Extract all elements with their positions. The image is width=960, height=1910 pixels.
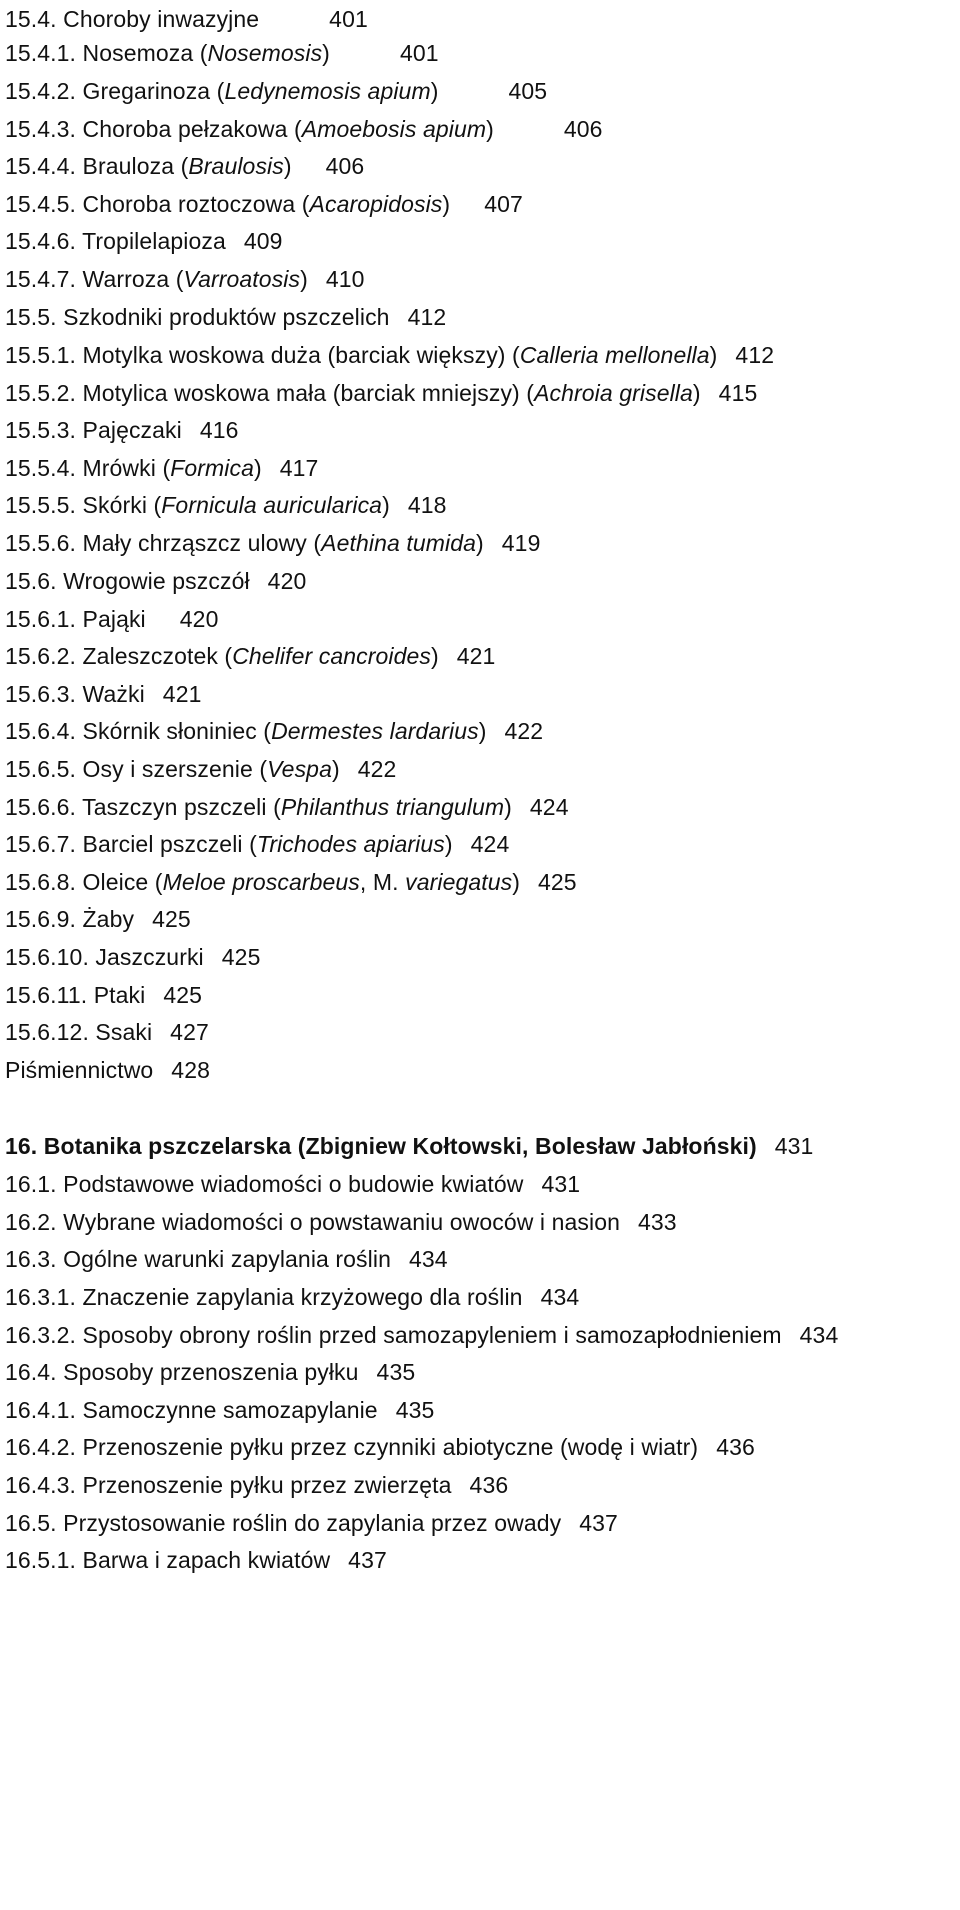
toc-entry-title: 15.6.4. Skórnik słoniniec ( <box>5 718 272 744</box>
toc-entry-title: ) <box>478 718 487 744</box>
toc-entry-title: 16.3. Ogólne warunki zapylania roślin <box>5 1246 391 1272</box>
toc-entry-title: 16.3.2. Sposoby obrony roślin przed samozapyleniem i samozapłodnieniem <box>5 1322 782 1348</box>
toc-entry-page-number: 418 <box>407 492 447 518</box>
toc-entry-page-number: 434 <box>408 1246 448 1272</box>
toc-entry-page-number: 416 <box>199 417 239 443</box>
toc-entry-title: 15.6.10. Jaszczurki <box>5 944 204 970</box>
toc-entry-title: ) <box>300 266 308 292</box>
toc-entry-title: 16.4.3. Przenoszenie pyłku przez zwierzęta <box>5 1472 452 1498</box>
toc-entry <box>5 529 540 557</box>
toc-entry-page-number: 437 <box>348 1547 387 1573</box>
toc-entry <box>5 680 201 708</box>
toc-entry-latin-name: Aethina tumida <box>321 530 477 556</box>
toc-entry-page-number: 410 <box>325 266 365 292</box>
toc-entry-title: , M. <box>359 869 406 895</box>
toc-entry <box>5 1509 618 1537</box>
toc-entry-page-number: 434 <box>799 1322 839 1348</box>
toc-entry-page-number: 422 <box>357 756 397 782</box>
toc-entry <box>5 830 509 858</box>
toc-entry-title: ) <box>430 78 439 104</box>
toc-entry <box>5 1245 448 1273</box>
toc-entry-page-number: 431 <box>541 1171 581 1197</box>
toc-entry-title: 16.4.2. Przenoszenie pyłku przez czynniki abiotyczne (wodę i wiatr) <box>5 1434 699 1460</box>
toc-entry-page-number: 421 <box>162 681 202 707</box>
toc-entry-page-number: 420 <box>267 568 307 594</box>
toc-entry-title: 15.5.3. Pajęczaki <box>5 417 182 443</box>
toc-entry <box>5 416 239 444</box>
toc-entry <box>5 152 364 180</box>
toc-entry <box>5 567 306 595</box>
toc-entry-page-number: 435 <box>395 1397 435 1423</box>
toc-entry-title: 16. Botanika pszczelarska (Zbigniew Kołtowski, Bolesław Jabłoński) <box>5 1133 757 1159</box>
toc-entry-page-number: 437 <box>579 1510 618 1536</box>
toc-entry-page-number: 431 <box>774 1133 814 1159</box>
toc-entry <box>5 190 523 218</box>
toc-entry-latin-name: Ledynemosis apium <box>224 78 431 104</box>
toc-entry-title: ) <box>430 643 439 669</box>
toc-entry <box>5 1396 434 1424</box>
toc-entry-title: 15.6.12. Ssaki <box>5 1019 153 1045</box>
toc-entry-title: ) <box>692 380 701 406</box>
toc-entry-title: 16.2. Wybrane wiadomości o powstawaniu owoców i nasion <box>5 1209 621 1235</box>
toc-entry <box>5 227 283 255</box>
toc-entry-latin-name: Acaropidosis <box>309 191 443 217</box>
toc-entry <box>5 77 547 105</box>
toc-entry <box>5 454 318 482</box>
toc-entry-latin-name: Philanthus triangulum <box>280 794 505 820</box>
toc-entry-page-number: 406 <box>325 153 365 179</box>
toc-entry-title: 15.4.2. Gregarinoza ( <box>5 78 225 104</box>
toc-entry-title: 15.4.3. Choroba pełzakowa ( <box>5 116 302 142</box>
toc-entry-title: ) <box>444 831 453 857</box>
toc-entry-title: 15.6.2. Zaleszczotek ( <box>5 643 233 669</box>
toc-entry <box>5 491 447 519</box>
toc-entry <box>5 642 495 670</box>
toc-entry-title: 15.6.3. Ważki <box>5 681 145 707</box>
toc-entry-page-number: 427 <box>170 1019 209 1045</box>
toc-entry-title: 15.5.4. Mrówki ( <box>5 455 171 481</box>
toc-entry-title: 16.5. Przystosowanie roślin do zapylania przez owady <box>5 1510 562 1536</box>
toc-entry-title: 15.4.7. Warroza ( <box>5 266 184 292</box>
toc-entry-page-number: 436 <box>716 1434 755 1460</box>
toc-entry-latin-name: Braulosis <box>188 153 284 179</box>
toc-entry <box>5 1358 415 1386</box>
toc-entry <box>5 115 603 143</box>
toc-entry <box>5 605 218 633</box>
toc-entry-latin-name: Formica <box>170 455 254 481</box>
toc-entry-title: 16.4.1. Samoczynne samozapylanie <box>5 1397 378 1423</box>
toc-entry-page-number: 409 <box>243 228 283 254</box>
toc-entry <box>5 1471 508 1499</box>
toc-entry <box>5 905 191 933</box>
toc-entry-page-number: 407 <box>484 191 523 217</box>
toc-entry-latin-name: Fornicula auricularica <box>161 492 383 518</box>
toc-entry-title: 15.5.6. Mały chrząszcz ulowy ( <box>5 530 322 556</box>
toc-entry-title: ) <box>476 530 484 556</box>
toc-entry-title: 15.6. Wrogowie pszczół <box>5 568 250 594</box>
toc-entry-page-number: 419 <box>501 530 541 556</box>
toc-entry <box>5 1208 677 1236</box>
toc-entry-title: 15.4.4. Brauloza ( <box>5 153 189 179</box>
toc-entry-page-number: 401 <box>329 6 368 32</box>
toc-entry-title: 15.4. Choroby inwazyjne <box>5 6 260 32</box>
toc-entry-latin-name: Nosemosis <box>207 40 323 66</box>
toc-entry <box>5 1433 755 1461</box>
toc-entry <box>5 1132 813 1160</box>
toc-entry <box>5 379 757 407</box>
toc-entry-title: 15.6.1. Pająki <box>5 606 146 632</box>
toc-entry-page-number: 412 <box>735 342 775 368</box>
toc-entry-title: 15.4.5. Choroba roztoczowa ( <box>5 191 310 217</box>
toc-entry-latin-name: Vespa <box>267 756 332 782</box>
toc-entry-title: 15.5.5. Skórki ( <box>5 492 162 518</box>
toc-entry-latin-name: Varroatosis <box>183 266 301 292</box>
toc-entry-title: 15.6.9. Żaby <box>5 906 135 932</box>
toc-entry-title: 15.4.6. Tropilelapioza <box>5 228 226 254</box>
toc-entry <box>5 265 365 293</box>
toc-entry-page-number: 434 <box>540 1284 580 1310</box>
toc-entry <box>5 5 368 33</box>
toc-entry <box>5 868 577 896</box>
toc-entry-page-number: 401 <box>399 40 439 66</box>
toc-entry-page-number: 433 <box>638 1209 677 1235</box>
toc-entry-latin-name: Meloe proscarbeus <box>162 869 360 895</box>
toc-entry-title: ) <box>382 492 390 518</box>
toc-entry-page-number: 417 <box>279 455 319 481</box>
toc-entry-title: 15.6.6. Taszczyn pszczeli ( <box>5 794 281 820</box>
toc-entry-latin-name: Achroia grisella <box>534 380 693 406</box>
toc-entry-title: 15.6.7. Barciel pszczeli ( <box>5 831 257 857</box>
toc-entry-title: ) <box>504 794 512 820</box>
toc-entry-title: 16.1. Podstawowe wiadomości o budowie kwiatów <box>5 1171 524 1197</box>
toc-entry-latin-name: Calleria mellonella <box>519 342 710 368</box>
toc-entry-page-number: 425 <box>152 906 191 932</box>
toc-entry <box>5 1283 579 1311</box>
toc-entry-latin-name: Dermestes lardarius <box>271 718 479 744</box>
toc-entry-latin-name: variegatus <box>405 869 513 895</box>
toc-entry-page-number: 436 <box>469 1472 509 1498</box>
toc-entry-page-number: 412 <box>407 304 447 330</box>
toc-entry-latin-name: Amoebosis apium <box>301 116 487 142</box>
toc-entry-page-number: 406 <box>563 116 603 142</box>
toc-entry-title: 15.6.8. Oleice ( <box>5 869 163 895</box>
toc-entry <box>5 1056 210 1084</box>
toc-entry-title: ) <box>331 756 340 782</box>
toc-entry-title: ) <box>709 342 718 368</box>
toc-entry <box>5 981 202 1009</box>
toc-entry <box>5 39 439 67</box>
toc-entry-title: ) <box>442 191 451 217</box>
toc-entry-page-number: 425 <box>163 982 203 1008</box>
toc-entry-title: 16.3.1. Znaczenie zapylania krzyżowego dla roślin <box>5 1284 523 1310</box>
toc-entry-page-number: 425 <box>538 869 577 895</box>
toc-entry-title: 16.5.1. Barwa i zapach kwiatów <box>5 1547 331 1573</box>
toc-entry-page-number: 422 <box>504 718 544 744</box>
toc-entry-latin-name: Trichodes apiarius <box>256 831 445 857</box>
toc-entry-page-number: 435 <box>376 1359 416 1385</box>
toc-entry <box>5 717 543 745</box>
toc-entry-title: 15.5.2. Motylica woskowa mała (barciak mniejszy) ( <box>5 380 535 406</box>
toc-entry <box>5 755 396 783</box>
toc-entry <box>5 341 774 369</box>
toc-entry-title: ) <box>253 455 262 481</box>
toc-entry-title: 15.6.5. Osy i szerszenie ( <box>5 756 268 782</box>
toc-entry-page-number: 424 <box>470 831 510 857</box>
toc-entry <box>5 943 260 971</box>
toc-entry-title: Piśmiennictwo <box>5 1057 154 1083</box>
toc-entry-title: 16.4. Sposoby przenoszenia pyłku <box>5 1359 359 1385</box>
toc-entry-title: 15.5.1. Motylka woskowa duża (barciak większy) ( <box>5 342 520 368</box>
toc-entry-latin-name: Chelifer cancroides <box>232 643 431 669</box>
toc-entry-title: ) <box>512 869 521 895</box>
toc-entry <box>5 1321 838 1349</box>
toc-entry <box>5 1170 580 1198</box>
toc-entry-title: ) <box>486 116 494 142</box>
toc-entry <box>5 1546 387 1574</box>
toc-entry-title: 15.4.1. Nosemoza ( <box>5 40 208 66</box>
toc-entry <box>5 793 569 821</box>
toc-entry-page-number: 405 <box>508 78 548 104</box>
toc-entry-page-number: 420 <box>179 606 219 632</box>
toc-entry-page-number: 428 <box>171 1057 210 1083</box>
toc-entry-title: 15.6.11. Ptaki <box>5 982 146 1008</box>
toc-entry-title: ) <box>322 40 330 66</box>
toc-entry-page-number: 425 <box>221 944 261 970</box>
toc-entry-page-number: 415 <box>718 380 758 406</box>
toc-entry-title: ) <box>283 153 292 179</box>
toc-entry-title: 15.5. Szkodniki produktów pszczelich <box>5 304 390 330</box>
toc-entry <box>5 303 446 331</box>
toc-entry <box>5 1018 209 1046</box>
toc-entry-page-number: 421 <box>456 643 496 669</box>
toc-entry-page-number: 424 <box>529 794 569 820</box>
